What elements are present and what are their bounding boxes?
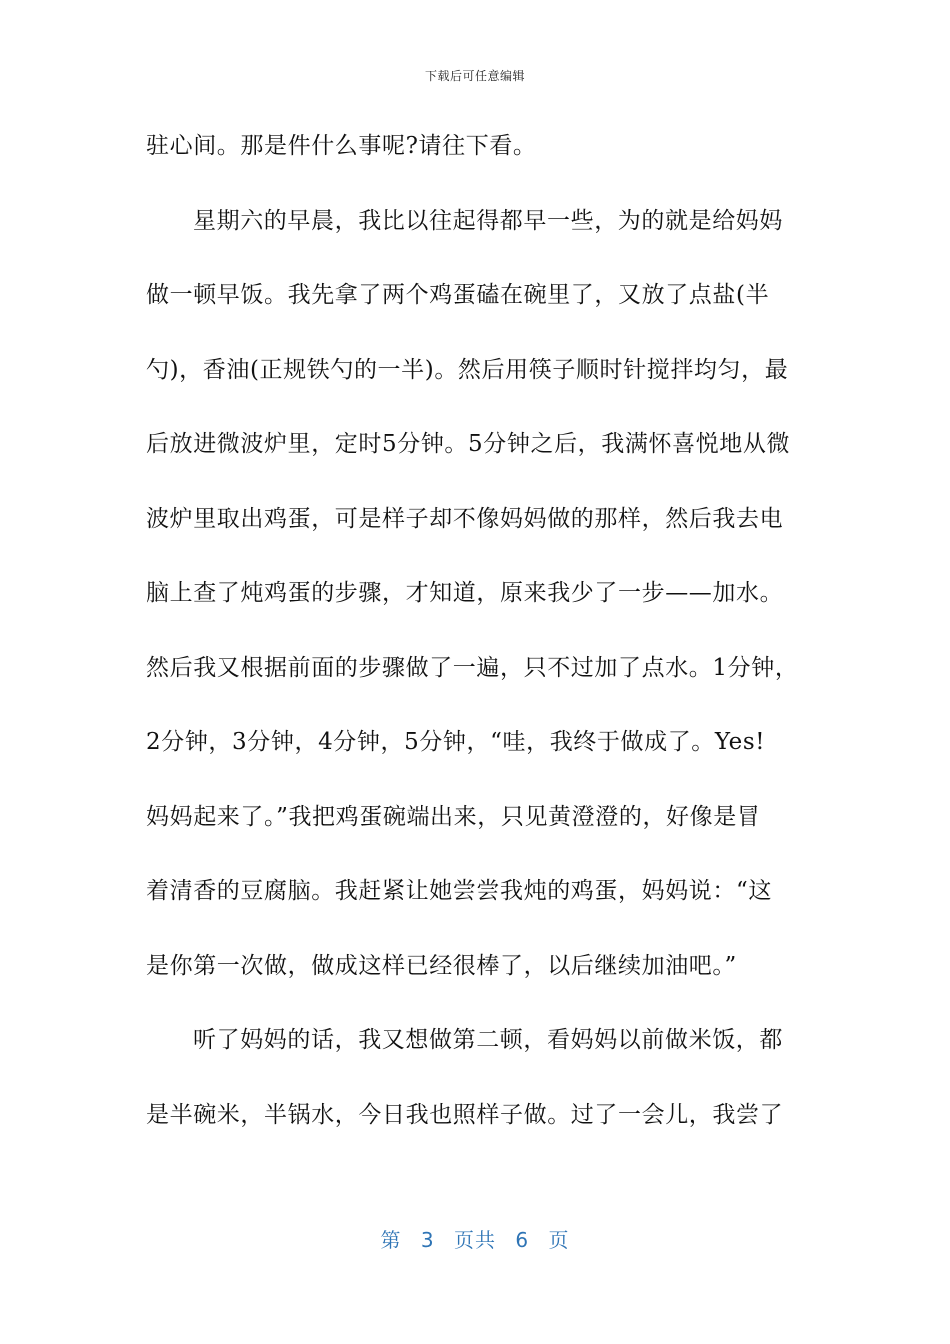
footer-prefix: 第 [380,1228,402,1252]
text-line: 做一顿早饭。我先拿了两个鸡蛋磕在碗里了，又放了点盐(半 [146,282,770,308]
text-line: 波炉里取出鸡蛋，可是样子却不像妈妈做的那样，然后我去电 [146,505,784,532]
footer-middle: 页共 [454,1228,496,1252]
header-note: 下载后可任意编辑 [424,69,525,83]
text-line: 脑上查了炖鸡蛋的步骤，才知道，原来我少了一步——加水。 [146,580,784,606]
page-number-footer [0,1224,950,1253]
text-line: 2分钟，3分钟，4分钟，5分钟，“哇，我终于做成了。Yes! [146,729,766,755]
text-line: 是你第一次做，做成这样已经很棒了，以后继续加油吧。” [146,952,737,979]
body-text [146,122,806,1165]
text-line: 是半碗米，半锅水，今日我也照样子做。过了一会儿，我尝了 [146,1101,784,1128]
text-line: 然后我又根据前面的步骤做了一遍，只不过加了点水。1分钟， [146,654,799,681]
footer-current-page: 3 [420,1228,435,1252]
text-line: 妈妈起来了。”我把鸡蛋碗端出来，只见黄澄澄的，好像是冒 [146,803,761,830]
text-line: 勺)，香油(正规铁勺的一半)。然后用筷子顺时针搅拌均匀，最 [146,356,789,383]
footer-total-pages: 6 [515,1228,530,1252]
text-line-paragraph-start: 星期六的早晨，我比以往起得都早一些，为的就是给妈妈 [193,207,783,234]
text-line: 后放进微波炉里，定时5分钟。5分钟之后，我满怀喜悦地从微 [146,431,791,457]
text-line: 驻心间。那是件什么事呢?请往下看。 [146,133,537,159]
text-line-paragraph-start: 听了妈妈的话，我又想做第二顿，看妈妈以前做米饭，都 [193,1027,783,1053]
footer-suffix: 页 [548,1228,570,1252]
text-line: 着清香的豆腐脑。我赶紧让她尝尝我炖的鸡蛋，妈妈说：“这 [146,878,772,904]
